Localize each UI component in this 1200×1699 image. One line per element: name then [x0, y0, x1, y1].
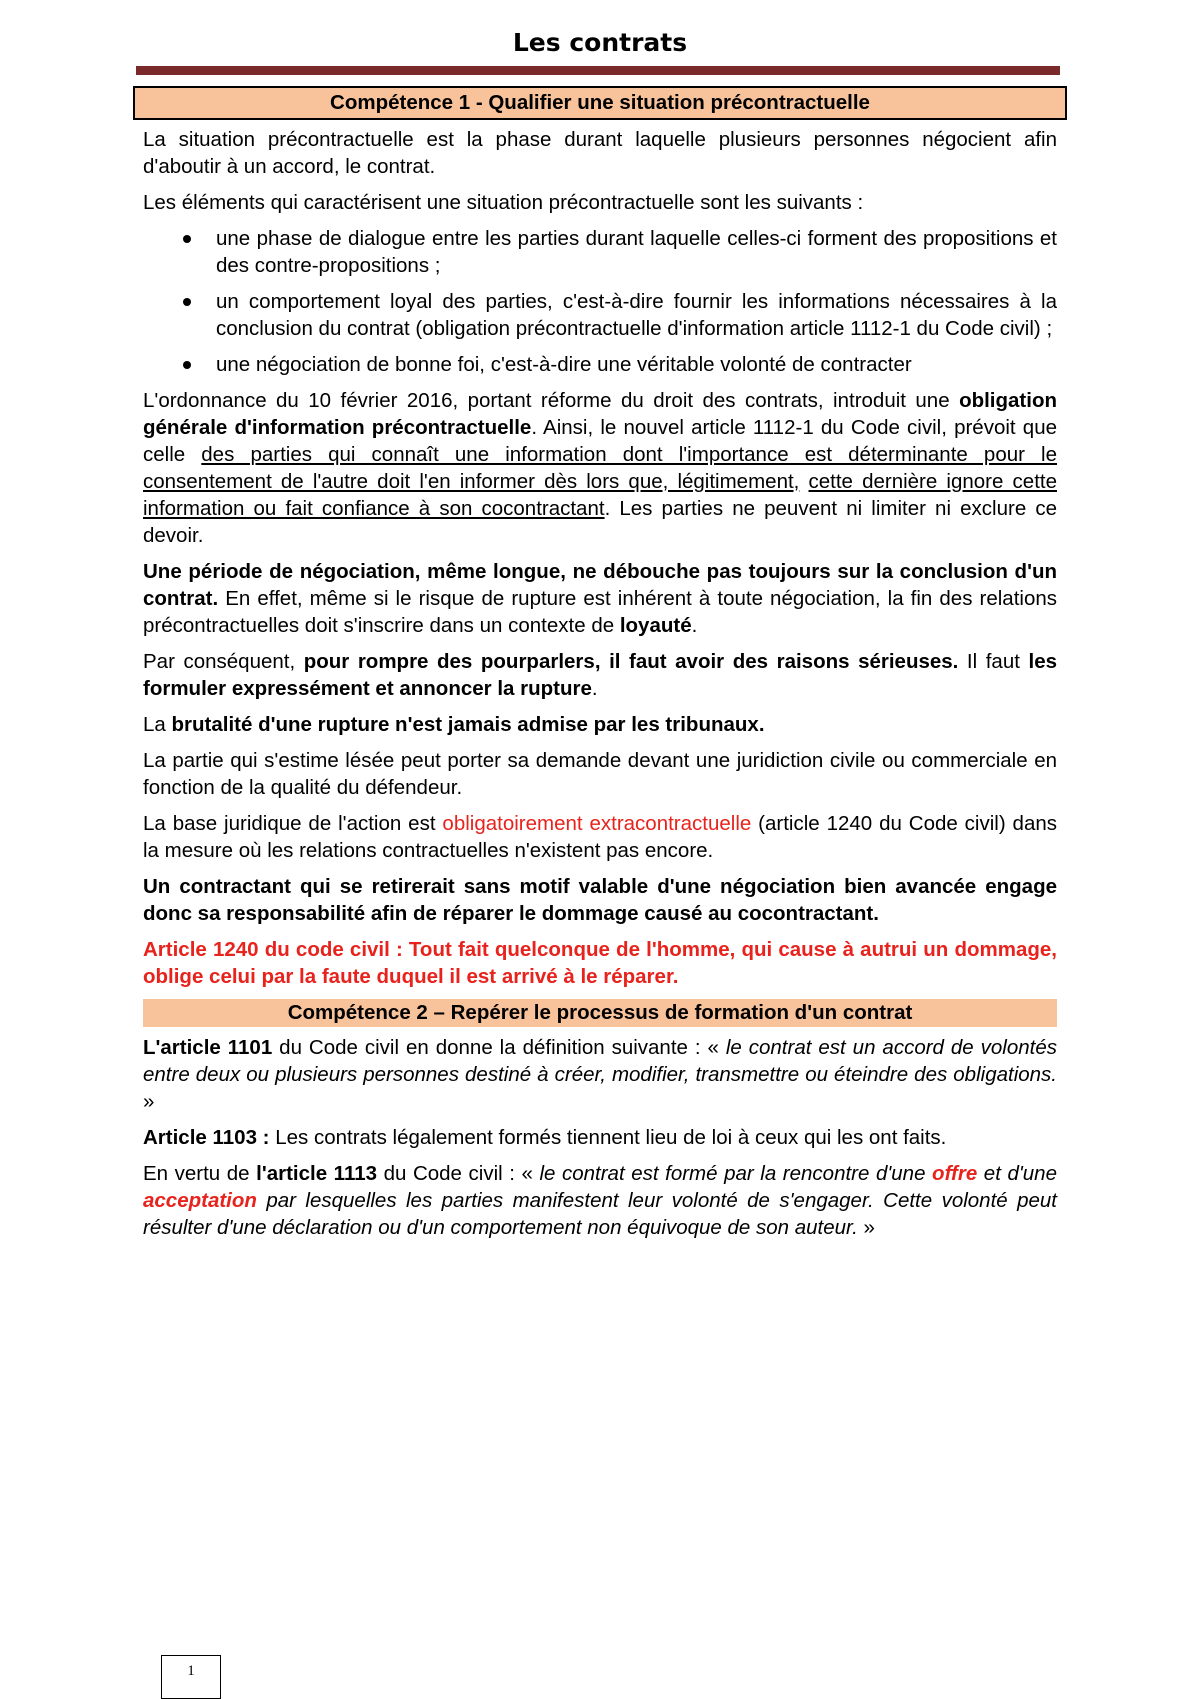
bullet-icon: [183, 361, 191, 369]
bullet-icon: [183, 298, 191, 306]
consequence-paragraph: Par conséquent, pour rompre des pourparlers, il faut avoir des raisons sérieuses. Il faut les formuler expressément et annoncer la rupture.: [143, 650, 1057, 700]
page-title: Les contrats: [512, 28, 688, 57]
article-1103-paragraph: Article 1103 : Les contrats légalement formés tiennent lieu de loi à ceux qui les ont faits.: [143, 1126, 947, 1149]
partie-lesee-paragraph: La partie qui s'estime lésée peut porter sa demande devant une juridiction civile ou commerciale en fonction de la qualité du défendeur.: [143, 749, 1057, 799]
article-1101-paragraph: L'article 1101 du Code civil en donne la définition suivante : « le contrat est un accord de volontés entre deux ou plusieurs personnes destiné à créer, modifier, transmettre ou éteindre des obligations. »: [143, 1036, 1057, 1113]
ordonnance-paragraph: L'ordonnance du 10 février 2016, portant réforme du droit des contrats, introduit une obligation générale d'information précontractuelle. Ainsi, le nouvel article 1112-1 du Code civil, prévoit que celle des parties qui connaît une information dont l'importance est déterminante pour le consentement de l'autre doit l'en informer dès lors que, légitimement, cette dernière ignore cette information ou fait confiance à son cocontractant. Les parties ne peuvent ni limiter ni exclure ce devoir.: [143, 389, 1058, 547]
bullet-icon: [183, 235, 191, 243]
section1-intro: La situation précontractuelle est la phase durant laquelle plusieurs personnes négocient afin d'aboutir à un accord, le contrat.: [143, 128, 1057, 178]
title-rule: [136, 66, 1060, 75]
article-1240-paragraph: Article 1240 du code civil : Tout fait quelconque de l'homme, qui cause à autrui un dommage, oblige celui par la faute duquel il est arrivé à le réparer.: [143, 938, 1057, 988]
list-item: une phase de dialogue entre les parties durant laquelle celles-ci forment des propositions et des contre-propositions ;: [143, 225, 1057, 279]
brutalite-paragraph: La brutalité d'une rupture n'est jamais admise par les tribunaux.: [143, 713, 765, 736]
document-body: [143, 80, 1057, 1250]
elements-list: [143, 225, 1057, 378]
negociation-paragraph: Une période de négociation, même longue, ne débouche pas toujours sur la conclusion d'un contrat. En effet, même si le risque de rupture est inhérent à toute négociation, la fin des relations précontractuelles doit s'inscrire dans un contexte de loyauté.: [143, 560, 1057, 637]
list-item: une négociation de bonne foi, c'est-à-dire une véritable volonté de contracter: [143, 351, 1057, 378]
section1-heading: Compétence 1 - Qualifier une situation précontractuelle: [133, 86, 1067, 120]
page-number: 1: [161, 1655, 221, 1699]
contractant-paragraph: Un contractant qui se retirerait sans motif valable d'une négociation bien avancée engage donc sa responsabilité afin de réparer le dommage causé au cocontractant.: [143, 875, 1057, 925]
list-item: un comportement loyal des parties, c'est-à-dire fournir les informations nécessaires à la conclusion du contrat (obligation précontractuelle d'information article 1112-1 du Code civil) ;: [143, 288, 1057, 342]
base-juridique-paragraph: La base juridique de l'action est obligatoirement extracontractuelle (article 1240 du Code civil) dans la mesure où les relations contractuelles n'existent pas encore.: [143, 812, 1058, 862]
elements-intro: Les éléments qui caractérisent une situation précontractuelle sont les suivants :: [143, 191, 864, 214]
article-1113-paragraph: En vertu de l'article 1113 du Code civil : « le contrat est formé par la rencontre d'une offre et d'une acceptation par lesquelles les parties manifestent leur volonté de s'engager. Cette volonté peut résulter d'une déclaration ou d'un comportement non équivoque de son auteur. »: [143, 1162, 1057, 1239]
section2-heading: Compétence 2 – Repérer le processus de formation d'un contrat: [143, 999, 1057, 1027]
